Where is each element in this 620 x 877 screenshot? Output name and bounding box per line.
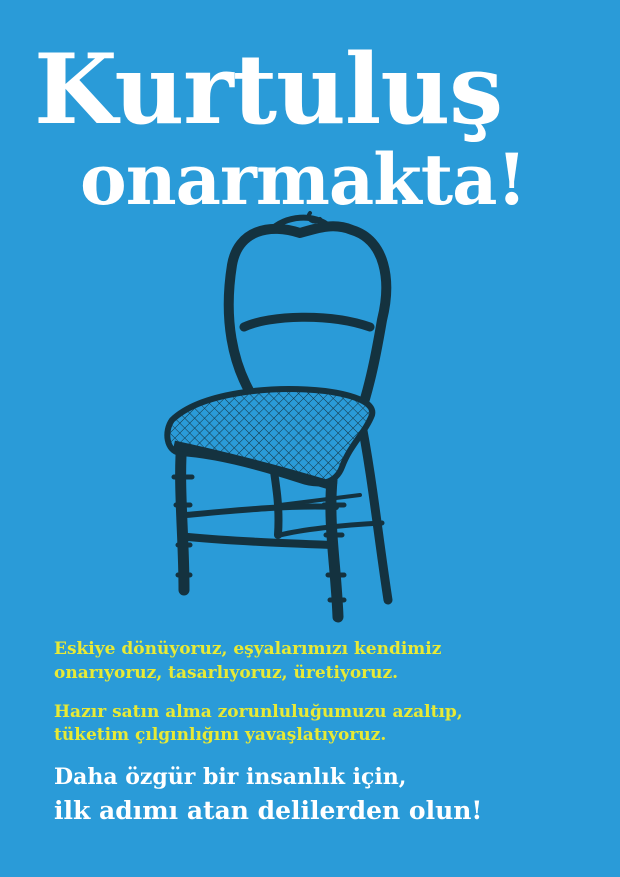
title-line-1: Kurtuluş [34,33,503,146]
call-to-action-line-1: Daha özgür bir insanlık için, [54,764,407,790]
call-to-action-line-2: ilk adımı atan delilerden olun! [54,796,483,825]
statement-line-3: Hazır satın alma zorunluluğumuzu azaltıp, [54,702,463,722]
antique-chair-icon [160,205,400,625]
statement-line-2: onarıyoruz, tasarlıyoruz, üretiyoruz. [54,663,399,683]
title-line-2: onarmakta! [80,138,527,221]
statement-line-1: Eskiye dönüyoruz, eşyalarımızı kendimiz [54,639,442,659]
statement-line-4: tüketim çılgınlığını yavaşlatıyoruz. [54,725,387,745]
